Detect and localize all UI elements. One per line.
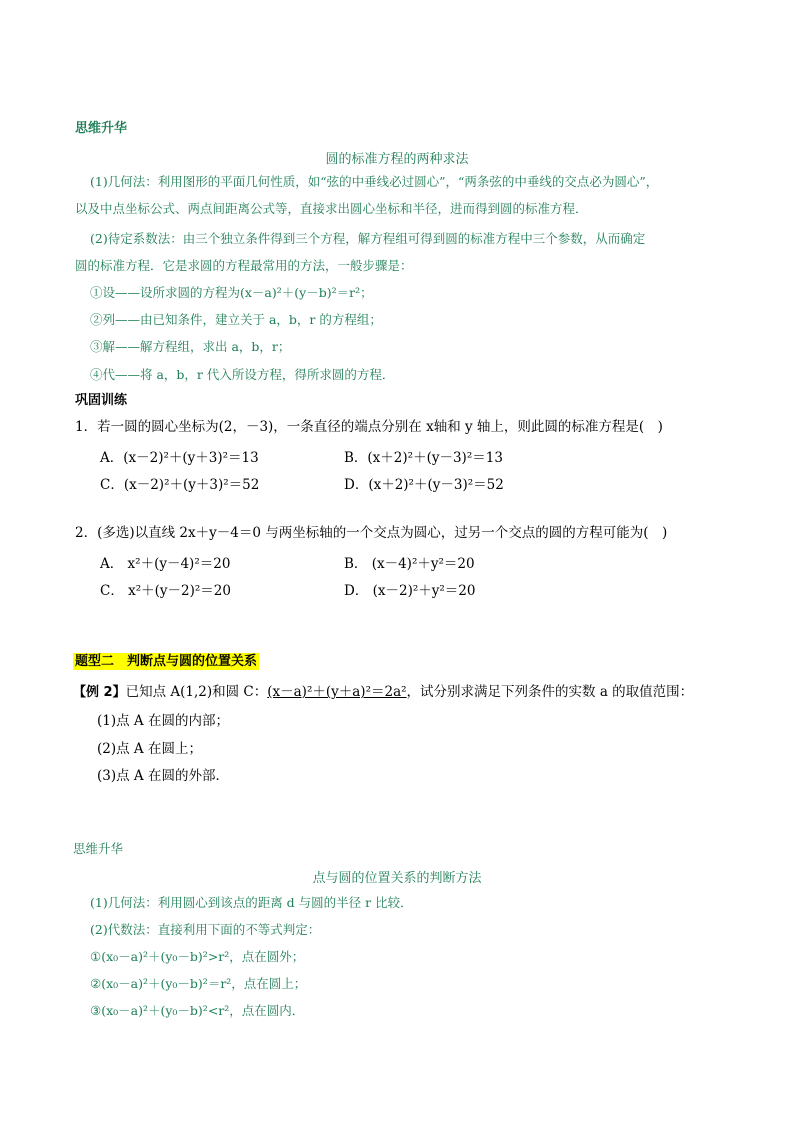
method-title-2: 点与圆的位置关系的判断方法: [312, 871, 482, 886]
paragraph-line: 圆的标准方程．它是求圆的方程最常用的方法，一般步骤是：: [75, 258, 413, 273]
question-2-option-a: A． x²＋(y－4)²＝20: [100, 556, 231, 572]
question-1-option-c: C．(x－2)²＋(y＋3)²＝52: [100, 477, 260, 493]
criterion-item: ②(x₀－a)²＋(y₀－b)²＝r²，点在圆上；: [90, 976, 307, 991]
example-label: 【例 2】: [73, 685, 126, 700]
paragraph-line: (1)几何法：利用圆心到该点的距离 d 与圆的半径 r 比较．: [90, 895, 413, 910]
section-heading-2: 思维升华: [73, 841, 124, 856]
question-1-stem: 1．若一圆的圆心坐标为(2，－3)，一条直径的端点分别在 x轴和 y 轴上，则此圆的标准方程是( ): [75, 419, 663, 435]
example-statement: [73, 683, 693, 702]
question-2-option-c: C． x²＋(y－2)²＝20: [100, 583, 231, 599]
paragraph-line: (2)代数法：直接利用下面的不等式判定：: [90, 922, 321, 937]
question-1-option-d: D．(x＋2)²＋(y－3)²＝52: [344, 477, 504, 493]
question-2-stem: 2．(多选)以直线 2x＋y－4＝0 与两坐标轴的一个交点为圆心，过另一个交点的圆的方程可能为( ): [75, 525, 668, 541]
step-item: ①设——设所求圆的方程为(x－a)²＋(y－b)²＝r²；: [90, 285, 373, 300]
step-item: ③解——解方程组，求出 a，b，r；: [90, 339, 291, 354]
paragraph-line: 以及中点坐标公式、两点间距离公式等，直接求出圆心坐标和半径，进而得到圆的标准方程．: [75, 201, 588, 216]
paragraph-line: (2)待定系数法：由三个独立条件得到三个方程，解方程组可得到圆的标准方程中三个参数，从而确定: [90, 231, 646, 246]
condition-item: (1)点 A 在圆的内部；: [97, 713, 229, 729]
example-post: ，试分别求满足下列条件的实数 a 的取值范围：: [406, 684, 694, 700]
topic-title: [73, 653, 259, 671]
topic-title-highlight: 题型二 判断点与圆的位置关系: [75, 654, 258, 669]
condition-item: (2)点 A 在圆上；: [97, 741, 202, 757]
question-2-option-b: B． (x－4)²＋y²＝20: [344, 556, 475, 572]
question-2-option-d: D． (x－2)²＋y²＝20: [344, 583, 476, 599]
criterion-item: ③(x₀－a)²＋(y₀－b)²<r²，点在圆内．: [90, 1003, 305, 1018]
criterion-item: ①(x₀－a)²＋(y₀－b)²>r²，点在圆外；: [90, 949, 305, 964]
example-pre: 已知点 A(1,2)和圆 C：: [125, 684, 268, 700]
method-title: 圆的标准方程的两种求法: [325, 152, 469, 167]
step-item: ②列——由已知条件，建立关于 a，b，r 的方程组；: [90, 312, 382, 327]
practice-heading: 巩固训练: [75, 393, 128, 408]
step-item: ④代——将 a，b，r 代入所设方程，得所求圆的方程．: [90, 367, 395, 382]
section-heading: 思维升华: [75, 121, 128, 136]
paragraph-line: (1)几何法：利用图形的平面几何性质，如“弦的中垂线必过圆心”，“两条弦的中垂线的交点必为圆心”，: [90, 174, 659, 189]
question-1-option-a: A．(x－2)²＋(y＋3)²＝13: [100, 450, 259, 466]
example-equation: (x－a)²＋(y＋a)²＝2a²: [267, 684, 407, 700]
question-1-option-b: B．(x＋2)²＋(y－3)²＝13: [344, 450, 503, 466]
condition-item: (3)点 A 在圆的外部．: [97, 768, 229, 784]
